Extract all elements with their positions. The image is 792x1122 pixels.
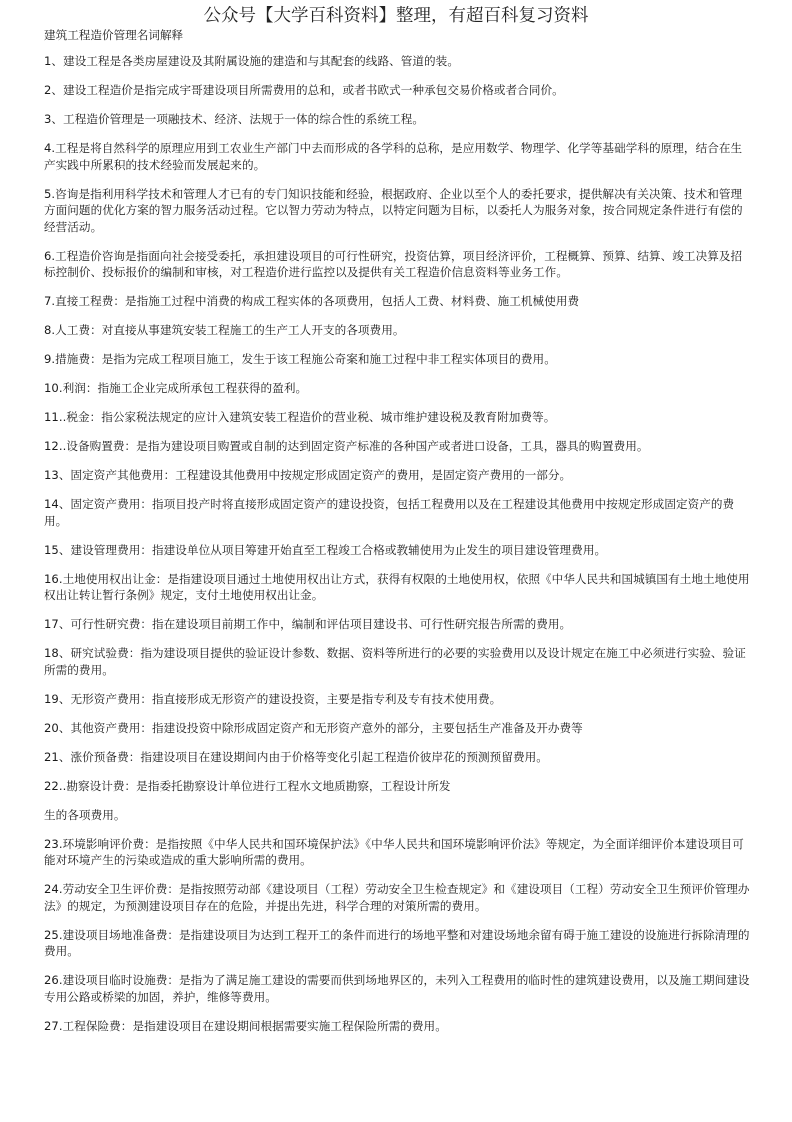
paragraph-10: 10.利润：指施工企业完成所承包工程获得的盈利。 [44,381,308,395]
paragraph-22: 22..勘察设计费：是指委托勘察设计单位进行工程水文地质勘察，工程设计所发 [44,778,451,793]
watermark-banner: 公众号【大学百科资料】整理，有超百科复习资料 [203,6,589,26]
paragraph-22-continued: 生的各项费用。 [44,807,126,822]
paragraph-26: 26.建设项目临时设施费：是指为了满足施工建设的需要而供到场地界区的，未列入工程费用的临时性的建筑建设费用，以及施工期间建设专用公路或桥梁的加固，养护，维修等费用。 [44,973,750,1004]
paragraph-13: 13、固定资产其他费用：工程建设其他费用中按规定形成固定资产的费用，是固定资产费用的一部分。 [44,468,572,482]
paragraph-7: 7.直接工程费：是指施工过程中消费的构成工程实体的各项费用，包括人工费、材料费、施工机械使用费 [44,294,580,308]
paragraph-23: 23.环境影响评价费：是指按照《中华人民共和国环境保护法》《中华人民共和国环境影响评价法》等规定，为全面详细评价本建设项目可能对环境产生的污染或造成的重大影响所需的费用。 [44,836,744,867]
paragraph-4: 4.工程是将自然科学的原理应用到工农业生产部门中去而形成的各学科的总称，是应用数学、物理学、化学等基础学科的原理，结合在生产实践中所累积的技术经验而发展起来的。 [44,141,743,172]
paragraph-27: 27.工程保险费：是指建设项目在建设期间根据需要实施工程保险所需的费用。 [44,1018,447,1033]
paragraph-1: 1、建设工程是各类房屋建设及其附属设施的建造和与其配套的线路、管道的装。 [44,54,459,68]
paragraph-3: 3、工程造价管理是一项融技术、经济、法规于一体的综合性的系统工程。 [44,112,425,126]
paragraph-9: 9.措施费：是指为完成工程项目施工，发生于该工程施公奇案和施工过程中非工程实体项目的费用。 [44,352,556,366]
paragraph-11: 11..税金：指公家税法规定的应计入建筑安装工程造价的营业税、城市维护建设税及教育附加费等。 [44,410,556,424]
paragraph-5: 5.咨询是指利用科学技术和管理人才已有的专门知识技能和经验，根据政府、企业以至个人的委托要求，提供解决有关决策、技术和管理方面问题的优化方案的智力服务活动过程。它以智力劳动为特点，以特定问题为目标，以委托人为服务对象，按合同规定条件进行有偿的经营活动。 [44,186,743,234]
paragraph-18: 18、研究试验费：指为建设项目提供的验证设计参数、数据、资料等所进行的必要的实验费用以及设计规定在施工中必须进行实验、验证所需的费用。 [44,646,746,677]
paragraph-17: 17、可行性研究费：指在建设项目前期工作中，编制和评估项目建设书、可行性研究报告所需的费用。 [44,617,572,631]
paragraph-15: 15、建设管理费用：指建设单位从项目筹建开始直至工程竣工合格或教辅使用为止发生的项目建设管理费用。 [44,542,607,557]
paragraph-16: 16.土地使用权出让金：是指建设项目通过土地使用权出让方式，获得有权限的土地使用权，依照《中华人民共和国城镇国有土地土地使用权出让转让暂行条例》规定，支付土地使用权出让金。 [44,571,750,602]
paragraph-25: 25.建设项目场地准备费：是指建设项目为达到工程开工的条件而进行的场地平整和对建设场地余留有碍于施工建设的设施进行拆除清理的费用。 [44,927,750,958]
paragraph-8: 8.人工费：对直接从事建筑安装工程施工的生产工人开支的各项费用。 [44,323,405,337]
paragraph-14: 14、固定资产费用：指项目投产时将直接形成固定资产的建设投资，包括工程费用以及在工程建设其他费用中按规定形成固定资产的费用。 [44,497,735,528]
paragraph-12: 12..设备购置费：是指为建设项目购置或自制的达到固定资产标准的各种国产或者进口设备，工具，器具的购置费用。 [44,439,649,453]
document-body [44,27,752,1047]
paragraph-6: 6.工程造价咨询是指面向社会接受委托，承担建设项目的可行性研究，投资估算，项目经济评价，工程概算、预算、结算、竣工决算及招标控制价、投标报价的编制和审核，对工程造价进行监控以及提供有关工程造价信息资料等业务工作。 [44,248,743,279]
document-title: 建筑工程造价管理名词解释 [44,28,184,42]
paragraph-19: 19、无形资产费用：指直接形成无形资产的建设投资，主要是指专利及专有技术使用费。 [44,691,502,706]
paragraph-21: 21、涨价预备费：指建设项目在建设期间内由于价格等变化引起工程造价彼岸花的预测预留费用。 [44,749,548,764]
paragraph-24: 24.劳动安全卫生评价费：是指按照劳动部《建设项目（工程）劳动安全卫生检查规定》和《建设项目（工程）劳动安全卫生预评价管理办法》的规定，为预测建设项目存在的危险，并提出先进，科学合理的对策所需的费用。 [44,882,750,913]
paragraph-2: 2、建设工程造价是指完成宇哥建设项目所需费用的总和，或者书欧式一种承包交易价格或者合同价。 [44,83,564,97]
paragraph-20: 20、其他资产费用：指建设投资中除形成固定资产和无形资产意外的部分，主要包括生产准备及开办费等 [44,720,583,735]
